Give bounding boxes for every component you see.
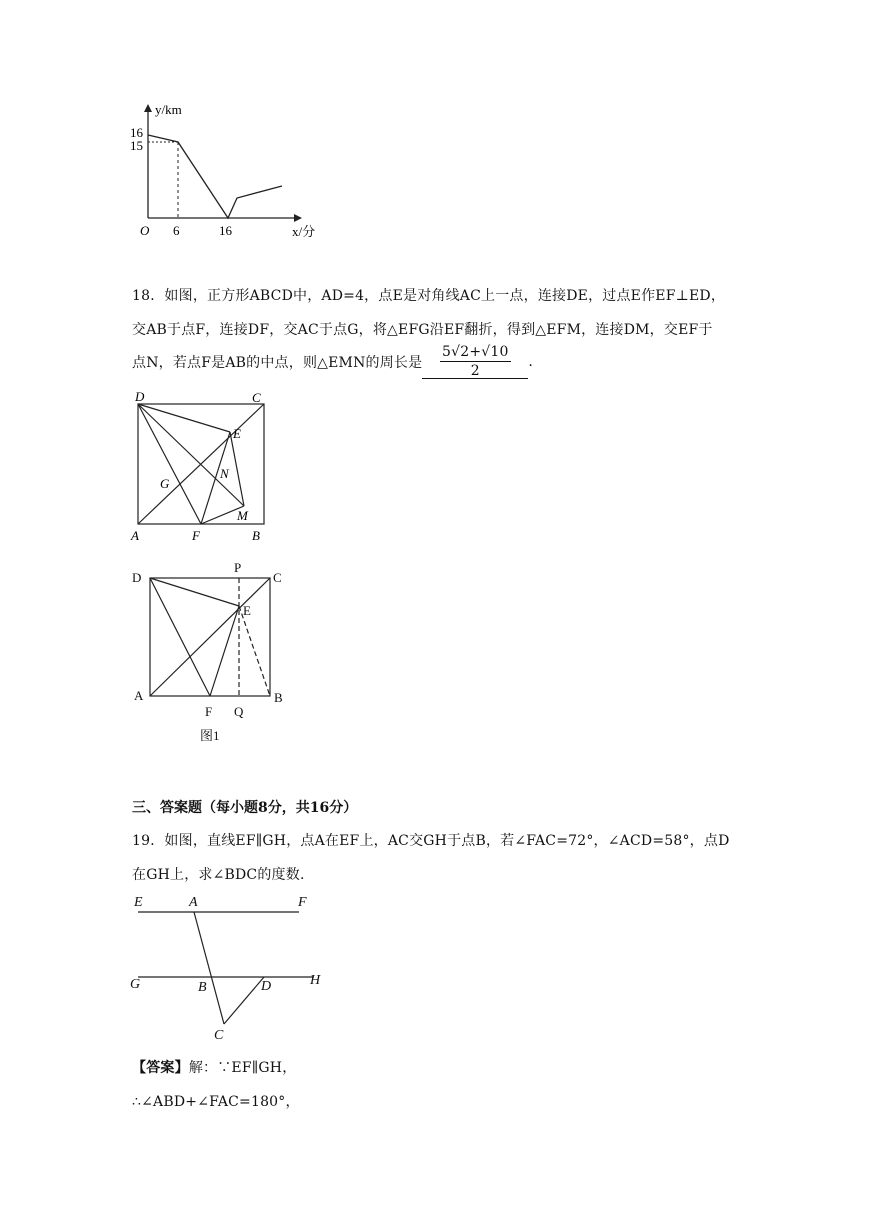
label-a-q19: A bbox=[189, 895, 198, 910]
distance-time-graph bbox=[110, 100, 340, 245]
label-f: F bbox=[192, 528, 200, 543]
label-b-fig1: B bbox=[274, 690, 283, 705]
q19-answer-line2: ∴∠ABD+∠FAC=180°， bbox=[132, 1094, 300, 1110]
y-axis-label: y/km bbox=[155, 102, 182, 117]
segment-ac bbox=[194, 912, 224, 1024]
y-tick-16: 16 bbox=[130, 125, 143, 140]
figure-1-caption: 图1 bbox=[200, 728, 220, 743]
graph-line bbox=[148, 135, 282, 218]
q18-line1: 18．如图，正方形ABCD中，AD=4，点E是对角线AC上一点，连接DE，过点E作EF⊥ED， bbox=[132, 288, 726, 304]
x-tick-16: 16 bbox=[219, 223, 232, 238]
label-c-fig1: C bbox=[273, 570, 282, 585]
label-m: M bbox=[237, 508, 248, 523]
q19-line1: 19．如图，直线EF∥GH，点A在EF上，AC交GH于点B，若∠FAC=72°，∠ACD=58°，点D bbox=[132, 833, 730, 849]
label-a-fig1: A bbox=[134, 688, 144, 703]
q18-answer-denominator: 2 bbox=[470, 363, 480, 379]
label-b: B bbox=[252, 528, 260, 543]
answer-tag: 【答案】 bbox=[132, 1060, 189, 1076]
segment-eb-dashed bbox=[239, 606, 270, 696]
segment-cd bbox=[224, 977, 264, 1024]
q18-line2: 交AB于点F，连接DF，交AC于点G，将△EFG沿EF翻折，得到△EFM，连接DM，交EF于 bbox=[132, 322, 713, 338]
label-p-fig1: P bbox=[234, 560, 242, 575]
diagonal-ac-fig1 bbox=[150, 578, 270, 696]
segment-dm bbox=[138, 404, 244, 506]
q18-line3-prefix: 点N，若点F是AB的中点，则△EMN的周长是 bbox=[132, 354, 423, 371]
x-tick-6: 6 bbox=[173, 223, 180, 238]
label-a: A bbox=[131, 528, 139, 543]
y-tick-15: 15 bbox=[130, 138, 143, 153]
q19-line2: 在GH上，求∠BDC的度数. bbox=[132, 867, 305, 883]
label-c-q19: C bbox=[214, 1028, 224, 1040]
label-q-fig1: Q bbox=[234, 704, 244, 719]
q18-line3-suffix: . bbox=[528, 353, 533, 370]
q18-answer-blank bbox=[422, 344, 528, 379]
q19-answer-line1 bbox=[132, 1057, 296, 1077]
label-d-q19: D bbox=[261, 979, 272, 994]
origin-label: O bbox=[140, 223, 150, 238]
q18-figure-main bbox=[128, 388, 278, 548]
segment-df-fig1 bbox=[150, 578, 210, 696]
answer-text-1: 解：∵EF∥GH， bbox=[188, 1060, 297, 1076]
label-c: C bbox=[252, 390, 261, 405]
q18-answer-numerator: 5√2+√10 bbox=[442, 344, 509, 360]
x-axis-label: x/分 bbox=[292, 224, 316, 239]
segment-de-fig1 bbox=[150, 578, 239, 606]
label-h-q19: H bbox=[310, 973, 321, 988]
q19-figure bbox=[124, 890, 334, 1040]
label-f-fig1: F bbox=[205, 704, 213, 719]
label-e-fig1: E bbox=[243, 603, 251, 618]
x-axis-arrow bbox=[294, 214, 302, 222]
label-n: N bbox=[220, 466, 229, 481]
segment-df bbox=[138, 404, 201, 524]
label-e: E bbox=[233, 426, 241, 441]
label-d: D bbox=[135, 389, 145, 404]
segment-ef-fig1 bbox=[210, 606, 239, 696]
section-3-heading: 三、答案题（每小题8分，共16分） bbox=[132, 800, 358, 816]
q18-figure-1 bbox=[128, 560, 293, 745]
label-f-q19: F bbox=[298, 895, 307, 910]
label-d-fig1: D bbox=[132, 570, 142, 585]
label-g: G bbox=[160, 476, 170, 491]
q18-line3 bbox=[132, 344, 533, 379]
label-b-q19: B bbox=[198, 980, 207, 995]
q18-answer-fraction bbox=[440, 345, 511, 378]
label-g-q19: G bbox=[130, 977, 141, 992]
label-e-q19: E bbox=[134, 895, 143, 910]
y-axis-arrow bbox=[144, 104, 152, 112]
